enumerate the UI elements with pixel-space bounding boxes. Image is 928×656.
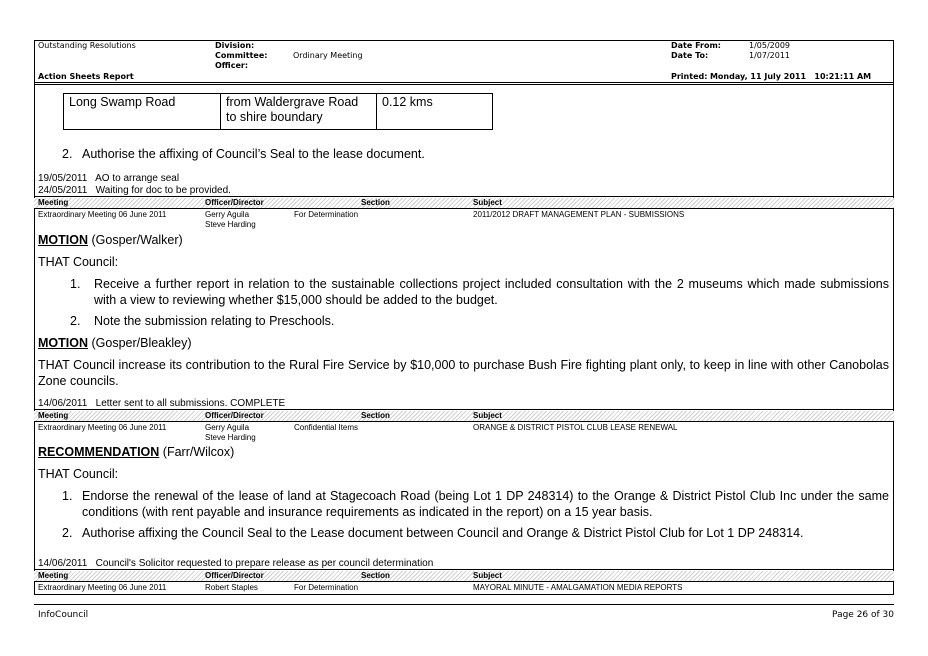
entry2-top-rule	[34, 196, 894, 197]
entry2-subject: 2011/2012 DRAFT MANAGEMENT PLAN - SUBMISSIONS	[473, 210, 685, 219]
entry3-item2-num: 2.	[62, 526, 73, 540]
entry2-item2-num: 2.	[70, 314, 81, 328]
s1-note1-date: 19/05/2011	[38, 173, 88, 184]
entry2-item2-text: Note the submission relating to Preschools.	[94, 314, 335, 328]
entry2-column-header	[34, 198, 894, 208]
entry3-item1-num: 1.	[62, 489, 73, 503]
s1-note1-text: AO to arrange seal	[95, 173, 180, 184]
entry2-item1-num: 1.	[70, 277, 81, 291]
entry2-item1-text: Receive a further report in relation to the sustainable collections project included consultation with the 2 museums which made submissions with a view to reviewing whether $15,000 should be added to the budget.	[94, 277, 889, 307]
header-report-name: Action Sheets Report	[38, 72, 134, 81]
entry3-column-header	[34, 411, 894, 421]
footer-page-number: Page 26 of 30	[832, 610, 894, 620]
s1-note2-date: 24/05/2011	[38, 185, 88, 196]
entry3-rec-label: RECOMMENDATION	[38, 445, 160, 459]
col-meeting: Meeting	[38, 571, 69, 580]
entry2-note-date: 14/06/2011	[38, 398, 88, 409]
entry3-rec-movers: (Farr/Wilcox)	[162, 445, 235, 459]
entry3-note-text: Council's Solicitor requested to prepare release as per council determination	[95, 558, 434, 569]
date-from-label: Date From:	[671, 41, 722, 50]
entry2-motion2-label: MOTION	[38, 336, 88, 350]
date-from-value: 1/05/2009	[749, 41, 791, 50]
entry2-officer1: Gerry Aguila	[205, 210, 250, 219]
committee-value: Ordinary Meeting	[293, 51, 363, 60]
entry3-note-date: 14/06/2011	[38, 558, 88, 569]
s1-item2-text: Authorise the affixing of Council’s Seal to the lease document.	[82, 147, 425, 161]
printed-value: Monday, 11 July 2011 10:21:11 AM	[709, 72, 872, 81]
entry4-officer1: Robert Staples	[205, 583, 258, 592]
entry3-meta-row	[34, 423, 894, 443]
entry3-officer2: Steve Harding	[205, 433, 256, 442]
road-cell: Long Swamp Road	[64, 94, 221, 129]
entry3-item1-text: Endorse the renewal of the lease of land at Stagecoach Road (being Lot 1 DP 248314) to the Orange & District Pistol Club Inc under the same conditions (with rent payable and insurance requirements as indicated in the report) on a 15 year basis.	[82, 489, 889, 519]
entry2-section: For Determination	[294, 210, 359, 219]
entry4-meeting: Extraordinary Meeting 06 June 2011	[38, 583, 167, 592]
s1-note2	[38, 185, 231, 196]
col-officer: Officer/Director	[205, 198, 264, 207]
entry4-subject: MAYORAL MINUTE - AMALGAMATION MEDIA REPORTS	[473, 583, 683, 592]
entry2-note-text: Letter sent to all submissions. COMPLETE	[95, 398, 286, 409]
entry4-top-rule	[34, 569, 894, 570]
col-subject: Subject	[473, 198, 502, 207]
entry3-note	[38, 558, 433, 569]
entry4-column-header	[34, 571, 894, 581]
header-divider-2	[34, 84, 894, 85]
col-meeting: Meeting	[38, 198, 69, 207]
col-section: Section	[361, 411, 390, 420]
entry3-rec-heading	[38, 444, 234, 460]
entry2-header-rule	[34, 208, 894, 209]
header-divider	[34, 82, 894, 83]
entry2-motion2-text: THAT Council increase its contribution to the Rural Fire Service by $10,000 to purchase Bush Fire fighting plant only, to keep in line with other Canobolas Zone councils.	[38, 358, 889, 388]
entry3-officer1: Gerry Aguila	[205, 423, 250, 432]
col-officer: Officer/Director	[205, 411, 264, 420]
entry2-meeting: Extraordinary Meeting 06 June 2011	[38, 210, 167, 219]
length-cell: 0.12 kms	[382, 95, 433, 109]
s1-note1	[38, 173, 179, 184]
s1-item2-num: 2.	[62, 147, 73, 161]
entry3-subject: ORANGE & DISTRICT PISTOL CLUB LEASE RENEWAL	[473, 423, 678, 432]
entry2-meta-row	[34, 210, 894, 230]
col-subject: Subject	[473, 571, 502, 580]
entry3-section: Confidential Items	[294, 423, 359, 432]
s1-note2-text: Waiting for doc to be provided.	[95, 185, 231, 196]
entry2-motion2-heading	[38, 335, 192, 351]
entry2-motion1-heading	[38, 232, 183, 248]
header-left-title: Outstanding Resolutions	[38, 41, 136, 50]
entry2-note	[38, 398, 285, 409]
extent-line-1: from Waldergrave Road	[226, 95, 359, 109]
col-officer: Officer/Director	[205, 571, 264, 580]
entry4-section: For Determination	[294, 583, 359, 592]
col-meeting: Meeting	[38, 411, 69, 420]
entry3-header-rule	[34, 421, 894, 422]
col-section: Section	[361, 571, 390, 580]
division-label: Division:	[215, 41, 255, 50]
extent-cell	[221, 94, 377, 129]
footer-left: InfoCouncil	[38, 610, 89, 620]
col-section: Section	[361, 198, 390, 207]
date-to-label: Date To:	[671, 51, 709, 60]
road-table	[63, 93, 493, 130]
col-subject: Subject	[473, 411, 502, 420]
committee-label: Committee:	[215, 51, 268, 60]
extent-line-2: to shire boundary	[226, 110, 323, 124]
entry2-motion2-movers: (Gosper/Bleakley)	[91, 336, 192, 350]
printed-line	[671, 72, 871, 82]
entry3-meeting: Extraordinary Meeting 06 June 2011	[38, 423, 167, 432]
entry3-top-rule	[34, 409, 894, 410]
officer-label: Officer:	[215, 61, 249, 70]
entry2-that-council: THAT Council:	[38, 255, 119, 269]
entry2-motion1-movers: (Gosper/Walker)	[91, 233, 183, 247]
printed-label: Printed:	[671, 72, 708, 81]
entry4-header-rule	[34, 581, 894, 582]
entry2-motion1-label: MOTION	[38, 233, 88, 247]
date-to-value: 1/07/2011	[749, 51, 791, 60]
footer-rule	[34, 604, 894, 605]
entry2-officer2: Steve Harding	[205, 220, 256, 229]
entry3-item2-text: Authorise affixing the Council Seal to the Lease document between Council and Orange & District Pistol Club for Lot 1 DP 248314.	[82, 526, 804, 540]
entry4-meta-row	[34, 583, 894, 593]
entry3-that-council: THAT Council:	[38, 467, 119, 481]
